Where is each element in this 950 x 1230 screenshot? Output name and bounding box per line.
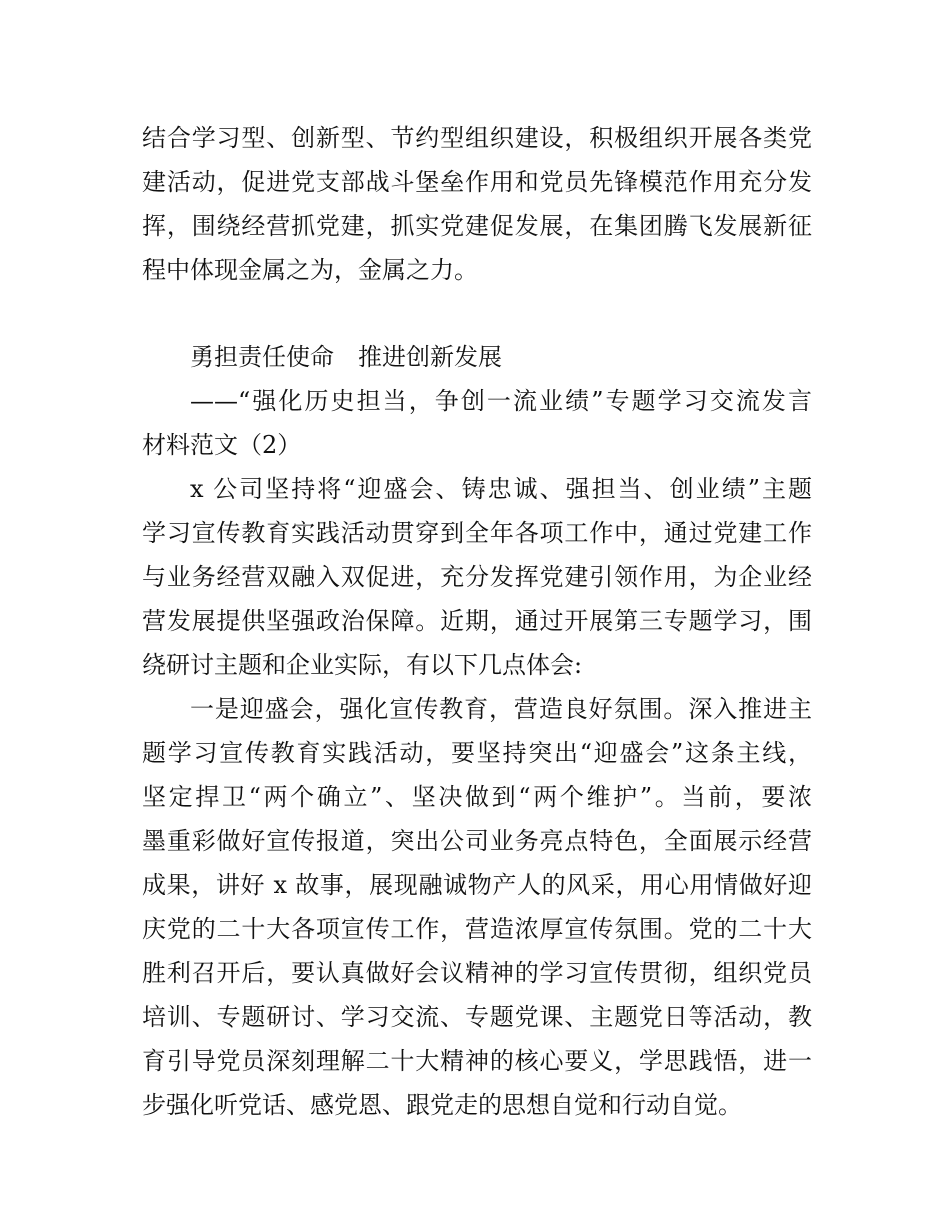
paragraph-2-line-1: x 公司坚持将“迎盛会、铸忠诚、强担当、创业绩”主题 [190,475,812,503]
paragraph-2-line-3: 与业务经营双融入双促进，充分发挥党建引领作用，为企业经 [142,563,812,591]
article-subtitle-line-2: 材料范文（2） [142,431,302,459]
paragraph-1-line-3: 挥，围绕经营抓党建，抓实党建促发展，在集团腾飞发展新征 [142,212,812,240]
paragraph-3-line-7: 胜利召开后，要认真做好会议精神的学习宣传贯彻，组织党员 [142,959,812,987]
paragraph-2-line-4: 营发展提供坚强政治保障。近期，通过开展第三专题学习，围 [142,607,812,635]
paragraph-3-line-10: 步强化听党话、感党恩、跟党走的思想自觉和行动自觉。 [142,1091,742,1119]
paragraph-2-line-2: 学习宣传教育实践活动贯穿到全年各项工作中，通过党建工作 [142,519,812,547]
paragraph-3-line-1: 一是迎盛会，强化宣传教育，营造良好氛围。深入推进主 [190,695,812,723]
paragraph-2-line-5: 绕研讨主题和企业实际，有以下几点体会: [142,651,583,679]
article-title: 勇担责任使命 推进创新发展 [190,343,502,371]
article-subtitle-line-1: ——“强化历史担当，争创一流业绩”专题学习交流发言 [190,387,812,415]
paragraph-1-line-4: 程中体现金属之为，金属之力。 [142,256,478,284]
paragraph-3-line-2: 题学习宣传教育实践活动，要坚持突出“迎盛会”这条主线， [142,739,812,767]
paragraph-3-line-3: 坚定捍卫“两个确立”、坚决做到“两个维护”。当前，要浓 [142,783,812,811]
paragraph-1-line-1: 结合学习型、创新型、节约型组织建设，积极组织开展各类党 [142,124,812,152]
paragraph-1-line-2: 建活动，促进党支部战斗堡垒作用和党员先锋模范作用充分发 [142,168,812,196]
paragraph-3-line-8: 培训、专题研讨、学习交流、专题党课、主题党日等活动，教 [142,1003,812,1031]
paragraph-3-line-9: 育引导党员深刻理解二十大精神的核心要义，学思践悟，进一 [142,1047,812,1075]
paragraph-3-line-5: 成果，讲好 x 故事，展现融诚物产人的风采，用心用情做好迎 [142,871,812,899]
paragraph-3-line-4: 墨重彩做好宣传报道，突出公司业务亮点特色，全面展示经营 [142,827,812,855]
paragraph-3-line-6: 庆党的二十大各项宣传工作，营造浓厚宣传氛围。党的二十大 [142,915,812,943]
